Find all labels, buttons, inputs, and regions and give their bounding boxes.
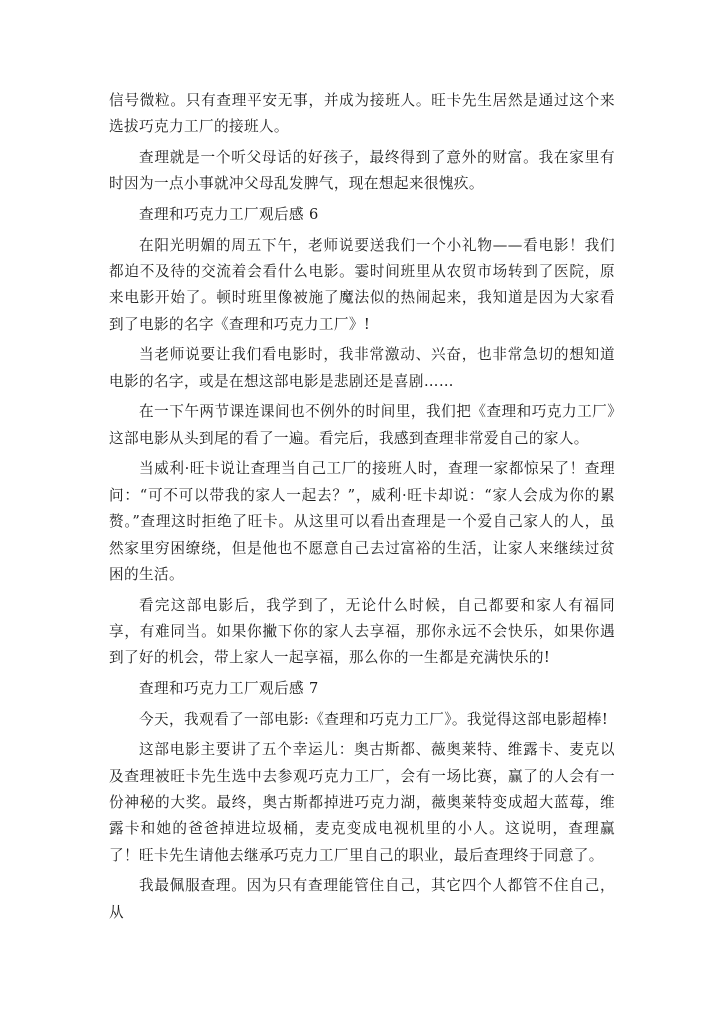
- document-page: [109, 88, 615, 930]
- paragraph: 信号微粒。只有查理平安无事，并成为接班人。旺卡先生居然是通过这个来选拔巧克力工厂的接班人。: [109, 92, 615, 136]
- paragraph: 这部电影主要讲了五个幸运儿：奥古斯都、薇奥莱特、维露卡、麦克以及查理被旺卡先生选中去参观巧克力工厂，会有一场比赛，赢了的人会有一份神秘的大奖。最终，奥古斯都掉进巧克力湖，薇奥莱特变成超大蓝莓，维露卡和她的爸爸掉进垃圾桶，麦克变成电视机里的小人。这说明，查理赢了！旺卡先生请他去继承巧克力工厂里自己的职业，最后查理终于同意了。: [109, 741, 615, 864]
- paragraph: 当老师说要让我们看电影时，我非常激动、兴奋，也非常急切的想知道电影的名字，或是在想这部电影是悲剧还是喜剧……: [109, 346, 615, 390]
- paragraph: 当威利·旺卡说让查理当自己工厂的接班人时，查理一家都惊呆了！查理问：“可不可以带我的家人一起去？”，威利·旺卡却说：“家人会成为你的累赘。”查理这时拒绝了旺卡。从这里可以看出查理是一个爱自己家人的人，虽然家里穷困缭绕，但是他也不愿意自己去过富裕的生活，让家人来继续过贫困的生活。: [109, 460, 615, 584]
- paragraph: 在阳光明媚的周五下午，老师说要送我们一个小礼物——看电影！我们都迫不及待的交流着会看什么电影。霎时间班里从农贸市场转到了医院，原来电影开始了。顿时班里像被施了魔法似的热闹起来，我知道是因为大家看到了电影的名字《查理和巧克力工厂》!: [109, 236, 615, 333]
- section-heading: 查理和巧克力工厂观后感 7: [139, 680, 319, 698]
- section-heading: 查理和巧克力工厂观后感 6: [139, 206, 319, 223]
- paragraph: 在一下午两节课连课间也不例外的时间里，我们把《查理和巧克力工厂》这部电影从头到尾的看了一遍。看完后，我感到查理非常爱自己的家人。: [109, 403, 615, 447]
- paragraph: 看完这部电影后，我学到了，无论什么时候，自己都要和家人有福同享，有难同当。如果你撇下你的家人去享福，那你永远不会快乐，如果你遇到了好的机会，带上家人一起享福，那么你的一生都是充满快乐的!: [109, 596, 615, 667]
- paragraph: 查理就是一个听父母话的好孩子，最终得到了意外的财富。我在家里有时因为一点小事就冲父母乱发脾气，现在想起来很愧疚。: [109, 149, 615, 193]
- paragraph: 我最佩服查理。因为只有查理能管住自己，其它四个人都管不住自己，从: [109, 877, 615, 921]
- paragraph: 今天，我观看了一部电影:《查理和巧克力工厂》。我觉得这部电影超棒!: [139, 710, 609, 728]
